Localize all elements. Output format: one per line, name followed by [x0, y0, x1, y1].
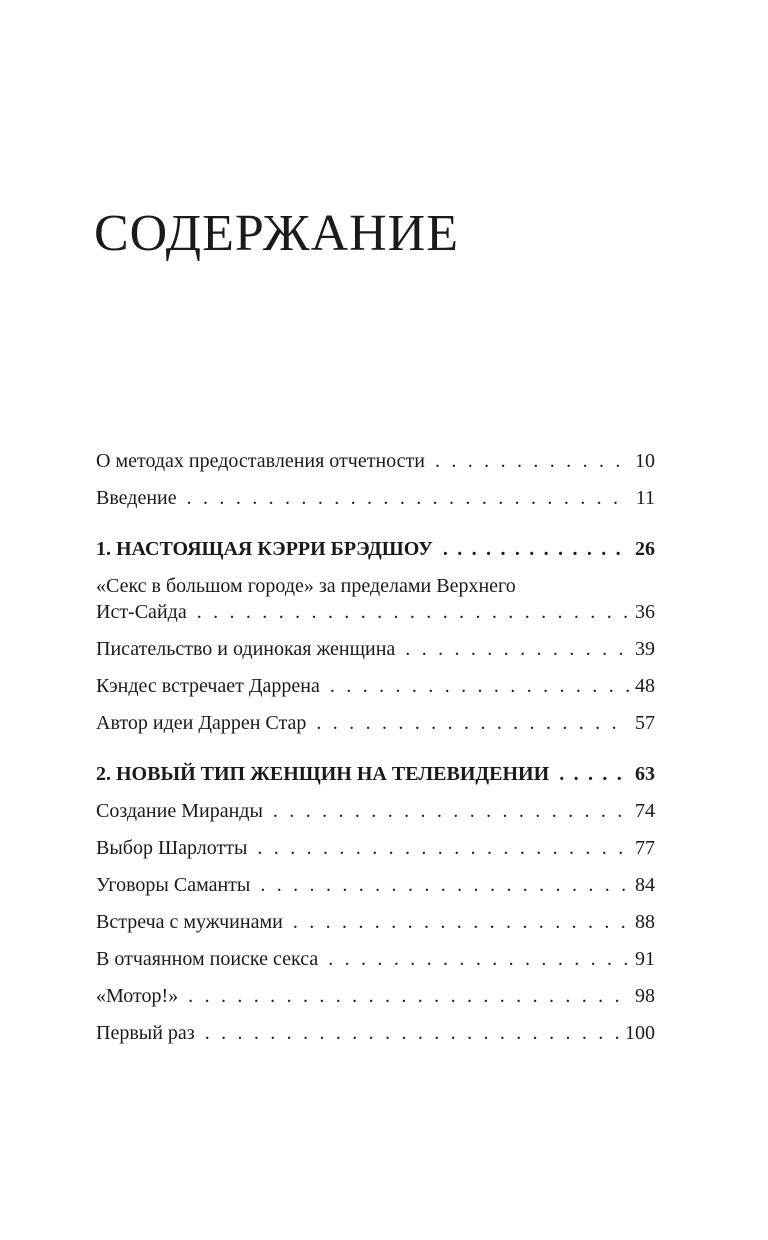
toc-entry-sex-and-the-city-beyond-upper-east-side[interactable] [96, 573, 655, 625]
toc-entry-action[interactable] [96, 983, 655, 1009]
dot-leader [330, 673, 629, 699]
toc-entry-persuading-samantha[interactable] [96, 872, 655, 898]
page-title: СОДЕРЖАНИЕ [94, 205, 459, 262]
toc-entry-page: 98 [635, 985, 655, 1007]
dot-leader [257, 835, 629, 861]
toc-entry-title: В отчаянном поиске секса [96, 948, 319, 970]
dot-leader [197, 599, 629, 625]
dot-leader [205, 1020, 619, 1046]
toc-entry-candace-meets-darren[interactable] [96, 673, 655, 699]
toc-entry-title: Писательство и одинокая женщина [96, 638, 396, 660]
toc-chapter-page: 63 [635, 763, 655, 785]
toc-entry-introduction[interactable] [96, 485, 655, 511]
toc-entry-title: Автор идеи Даррен Стар [96, 712, 307, 734]
toc-entry-title: «Мотор!» [96, 985, 179, 1007]
dot-leader [559, 761, 629, 787]
toc-entry-darren-star-idea-author[interactable] [96, 710, 655, 736]
toc-entry-title: Кэндес встречает Даррена [96, 675, 320, 697]
toc-entry-title: О методах предоставления отчетности [96, 450, 425, 472]
toc-entry-page: 11 [635, 487, 655, 509]
toc-entry-title: Выбор Шарлотты [96, 837, 248, 859]
toc-entry-title: Встреча с мужчинами [96, 911, 283, 933]
toc-entry-page: 91 [635, 948, 655, 970]
toc-entry-page: 10 [635, 450, 655, 472]
toc-entry-title: Введение [96, 487, 177, 509]
toc-chapter-page: 26 [635, 538, 655, 560]
toc-group-chapter-2 [96, 761, 655, 1046]
toc-entry-page: 77 [635, 837, 655, 859]
toc-entry-page: 100 [625, 1022, 655, 1044]
toc-entry-first-time[interactable] [96, 1020, 655, 1046]
toc-entry-page: 39 [635, 638, 655, 660]
group-spacer [96, 747, 655, 761]
toc-chapter-1-heading[interactable] [96, 536, 655, 562]
toc-entry-reporting-methods[interactable] [96, 448, 655, 474]
toc-entry-page: 57 [635, 712, 655, 734]
toc-chapter-2-heading[interactable] [96, 761, 655, 787]
toc-entry-title: Уговоры Саманты [96, 874, 251, 896]
group-spacer [96, 522, 655, 536]
toc-entry-desperately-seeking-sex[interactable] [96, 946, 655, 972]
toc-entry-title-line-1: «Секс в большом городе» за пределами Верхнего [96, 575, 516, 597]
toc-entry-page: 48 [635, 675, 655, 697]
dot-leader [435, 448, 629, 474]
dot-leader [187, 485, 630, 511]
dot-leader [260, 872, 629, 898]
toc-entry-creating-miranda[interactable] [96, 798, 655, 824]
dot-leader [293, 909, 629, 935]
dot-leader [316, 710, 629, 736]
dot-leader [443, 536, 629, 562]
dot-leader [328, 946, 629, 972]
toc-entry-page: 88 [635, 911, 655, 933]
toc-entry-writing-and-single-woman[interactable] [96, 636, 655, 662]
toc-chapter-title: 1. НАСТОЯЩАЯ КЭРРИ БРЭДШОУ [96, 538, 433, 560]
toc-entry-page: 84 [635, 874, 655, 896]
toc-entry-title: Создание Миранды [96, 800, 263, 822]
dot-leader [188, 983, 629, 1009]
toc-entry-continuation [96, 599, 655, 625]
toc-entry-title-line-2: Ист-Сайда [96, 601, 187, 623]
toc-entry-meeting-the-men[interactable] [96, 909, 655, 935]
toc-entry-choosing-charlotte[interactable] [96, 835, 655, 861]
table-of-contents [96, 448, 655, 1057]
toc-entry-page: 36 [635, 601, 655, 623]
dot-leader [273, 798, 629, 824]
toc-entry-title: Первый раз [96, 1022, 195, 1044]
toc-chapter-title: 2. НОВЫЙ ТИП ЖЕНЩИН НА ТЕЛЕВИДЕНИИ [96, 763, 550, 785]
toc-group-front-matter [96, 448, 655, 511]
toc-group-chapter-1 [96, 536, 655, 736]
toc-entry-page: 74 [635, 800, 655, 822]
dot-leader [405, 636, 629, 662]
